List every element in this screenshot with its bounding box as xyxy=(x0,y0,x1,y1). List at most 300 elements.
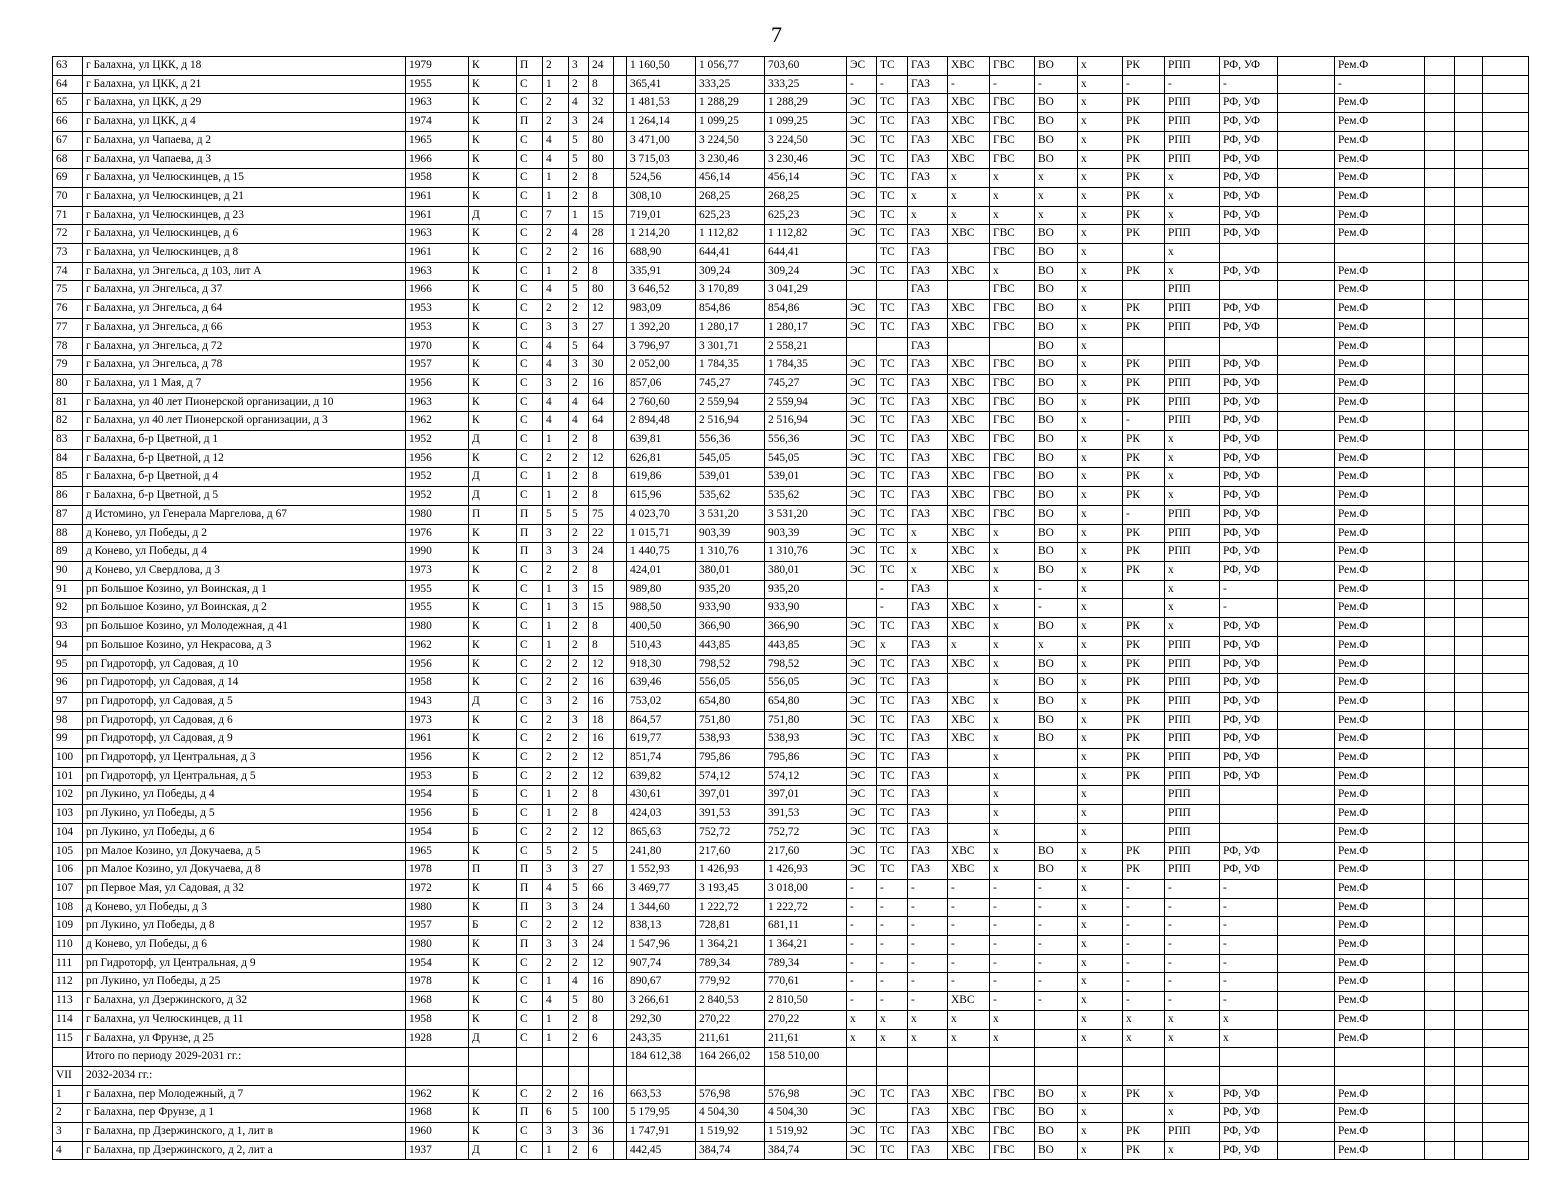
table-cell: х xyxy=(1078,749,1123,768)
table-cell: VII xyxy=(53,1066,83,1085)
table-cell xyxy=(1425,505,1455,524)
table-cell: ГВС xyxy=(990,487,1035,506)
table-cell xyxy=(1035,1048,1078,1067)
table-cell: 556,05 xyxy=(765,674,847,693)
table-cell: х xyxy=(1078,1010,1123,1029)
table-cell: 983,09 xyxy=(627,300,696,319)
table-cell: - xyxy=(948,879,990,898)
table-cell: х xyxy=(908,561,948,580)
table-cell xyxy=(1278,898,1335,917)
table-cell: 74 xyxy=(53,262,83,281)
table-cell: 3 xyxy=(569,356,589,375)
table-cell: 752,72 xyxy=(765,823,847,842)
table-cell: 3 xyxy=(543,318,569,337)
table-cell: х xyxy=(1078,94,1123,113)
table-cell: - xyxy=(1165,898,1220,917)
table-cell: 397,01 xyxy=(765,786,847,805)
table-cell: К xyxy=(469,1123,517,1142)
table-cell xyxy=(614,244,627,263)
table-cell: ВО xyxy=(1035,674,1078,693)
table-cell: г Балахна, ул Фрунзе, д 25 xyxy=(83,1029,406,1048)
table-cell: х xyxy=(1035,636,1078,655)
table-cell: ГАЗ xyxy=(908,861,948,880)
table-cell xyxy=(1220,805,1278,824)
table-cell: 789,34 xyxy=(696,954,765,973)
table-cell: 625,23 xyxy=(696,206,765,225)
table-cell: 2 xyxy=(569,917,589,936)
table-cell: ГАЗ xyxy=(908,449,948,468)
table-cell: ВО xyxy=(1035,711,1078,730)
table-cell: х xyxy=(1078,898,1123,917)
table-cell xyxy=(1278,337,1335,356)
table-cell: Д xyxy=(469,1141,517,1160)
table-cell xyxy=(1455,580,1483,599)
table-cell: РПП xyxy=(1165,393,1220,412)
table-cell: 107 xyxy=(53,879,83,898)
table-cell xyxy=(1278,206,1335,225)
table-cell: 67 xyxy=(53,131,83,150)
table-cell: ГАЗ xyxy=(908,337,948,356)
table-cell: х xyxy=(1078,599,1123,618)
table-cell: х xyxy=(1220,1010,1278,1029)
table-cell xyxy=(1425,1104,1455,1123)
table-cell xyxy=(1425,94,1455,113)
table-cell: - xyxy=(948,898,990,917)
table-cell: х xyxy=(1078,973,1123,992)
table-cell: Рем.Ф xyxy=(1335,374,1425,393)
table-cell: Рем.Ф xyxy=(1335,973,1425,992)
table-cell: П xyxy=(517,861,543,880)
table-row xyxy=(53,580,1529,599)
table-cell: 456,14 xyxy=(765,169,847,188)
table-cell xyxy=(1483,879,1529,898)
table-cell: К xyxy=(469,412,517,431)
table-cell: ХВС xyxy=(948,262,990,281)
table-cell: х xyxy=(990,805,1035,824)
table-cell: рп Лукино, ул Победы, д 8 xyxy=(83,917,406,936)
table-cell: ТС xyxy=(877,356,908,375)
table-cell: ВО xyxy=(1035,57,1078,76)
table-cell: ВО xyxy=(1035,449,1078,468)
table-cell: 3 xyxy=(569,1123,589,1142)
table-cell: ТС xyxy=(877,468,908,487)
table-cell: 2 xyxy=(543,655,569,674)
table-cell: ГВС xyxy=(990,1104,1035,1123)
table-cell: С xyxy=(517,730,543,749)
table-cell xyxy=(1455,936,1483,955)
table-cell: рп Лукино, ул Победы, д 25 xyxy=(83,973,406,992)
table-cell: 864,57 xyxy=(627,711,696,730)
table-cell: 8 xyxy=(589,561,614,580)
table-cell xyxy=(1425,393,1455,412)
table-cell: 424,03 xyxy=(627,805,696,824)
table-cell xyxy=(614,300,627,319)
table-cell xyxy=(948,749,990,768)
table-cell: Рем.Ф xyxy=(1335,318,1425,337)
table-cell: С xyxy=(517,636,543,655)
table-cell: Итого по периоду 2029-2031 гг.: xyxy=(83,1048,406,1067)
table-cell xyxy=(614,318,627,337)
table-cell: ЭС xyxy=(847,1085,877,1104)
table-cell xyxy=(1425,281,1455,300)
table-cell: 3 471,00 xyxy=(627,131,696,150)
table-cell: ТС xyxy=(877,842,908,861)
table-cell xyxy=(1425,655,1455,674)
table-cell xyxy=(1278,244,1335,263)
table-cell xyxy=(847,580,877,599)
table-cell: К xyxy=(469,113,517,132)
table-cell: 8 xyxy=(589,431,614,450)
table-cell xyxy=(877,281,908,300)
table-cell: х xyxy=(1078,1085,1123,1104)
table-cell: С xyxy=(517,244,543,263)
table-cell xyxy=(614,449,627,468)
table-cell xyxy=(1425,75,1455,94)
table-cell: 1 xyxy=(543,468,569,487)
table-cell: х xyxy=(1078,711,1123,730)
table-cell: - xyxy=(1165,917,1220,936)
table-cell: ХВС xyxy=(948,356,990,375)
table-cell xyxy=(1455,786,1483,805)
table-cell: Рем.Ф xyxy=(1335,524,1425,543)
table-row xyxy=(53,468,1529,487)
table-cell: К xyxy=(469,374,517,393)
table-cell: - xyxy=(877,879,908,898)
table-cell: К xyxy=(469,599,517,618)
table-cell xyxy=(1278,1104,1335,1123)
table-cell: РПП xyxy=(1165,57,1220,76)
table-cell: ГВС xyxy=(990,225,1035,244)
table-cell: ТС xyxy=(877,431,908,450)
table-cell xyxy=(614,823,627,842)
table-cell: ТС xyxy=(877,674,908,693)
table-cell xyxy=(614,767,627,786)
table-cell: 1955 xyxy=(406,75,469,94)
table-cell: ТС xyxy=(877,543,908,562)
table-cell xyxy=(1425,1085,1455,1104)
table-cell: рп Большое Козино, ул Некрасова, д 3 xyxy=(83,636,406,655)
table-cell: ЭС xyxy=(847,1104,877,1123)
table-cell: ВО xyxy=(1035,113,1078,132)
table-cell xyxy=(696,1066,765,1085)
table-cell xyxy=(1425,431,1455,450)
table-cell: 3 xyxy=(569,599,589,618)
table-cell: 1 015,71 xyxy=(627,524,696,543)
table-cell xyxy=(1483,187,1529,206)
table-cell: РФ, УФ xyxy=(1220,543,1278,562)
table-cell: ГАЗ xyxy=(908,150,948,169)
table-cell xyxy=(1483,711,1529,730)
table-cell xyxy=(1335,1048,1425,1067)
table-cell: Рем.Ф xyxy=(1335,281,1425,300)
table-cell: П xyxy=(517,879,543,898)
table-cell: 745,27 xyxy=(696,374,765,393)
table-cell: ХВС xyxy=(948,992,990,1011)
table-cell xyxy=(1483,449,1529,468)
table-cell: 654,80 xyxy=(696,692,765,711)
table-cell: х xyxy=(1220,1029,1278,1048)
table-cell: ТС xyxy=(877,786,908,805)
table-cell: 8 xyxy=(589,169,614,188)
table-cell: С xyxy=(517,1010,543,1029)
table-cell xyxy=(614,206,627,225)
table-cell: 1978 xyxy=(406,973,469,992)
table-cell: рп Малое Козино, ул Докучаева, д 8 xyxy=(83,861,406,880)
table-cell: С xyxy=(517,150,543,169)
table-cell: 2 558,21 xyxy=(765,337,847,356)
table-cell: ТС xyxy=(877,113,908,132)
table-cell: - xyxy=(1035,954,1078,973)
table-cell: х xyxy=(1078,412,1123,431)
table-cell: - xyxy=(948,973,990,992)
table-cell: 8 xyxy=(589,636,614,655)
table-cell: 111 xyxy=(53,954,83,973)
table-cell: ХВС xyxy=(948,449,990,468)
table-cell: 988,50 xyxy=(627,599,696,618)
table-cell xyxy=(1425,262,1455,281)
table-cell xyxy=(1278,57,1335,76)
table-cell xyxy=(1278,861,1335,880)
table-cell: 380,01 xyxy=(696,561,765,580)
table-cell xyxy=(614,131,627,150)
table-cell xyxy=(1455,374,1483,393)
table-cell: ХВС xyxy=(948,711,990,730)
table-cell: х xyxy=(1035,206,1078,225)
table-cell: 109 xyxy=(53,917,83,936)
table-cell: 158 510,00 xyxy=(765,1048,847,1067)
table-cell: ГАЗ xyxy=(908,169,948,188)
table-row xyxy=(53,674,1529,693)
table-cell: К xyxy=(469,674,517,693)
table-cell: - xyxy=(1220,599,1278,618)
table-body xyxy=(53,57,1529,1160)
table-cell xyxy=(614,879,627,898)
table-cell: х xyxy=(1035,169,1078,188)
table-cell: х xyxy=(1078,1104,1123,1123)
table-cell: ТС xyxy=(877,823,908,842)
table-cell: 1963 xyxy=(406,393,469,412)
table-cell: ВО xyxy=(1035,1085,1078,1104)
table-cell: г Балахна, б-р Цветной, д 4 xyxy=(83,468,406,487)
table-cell xyxy=(1455,468,1483,487)
table-cell xyxy=(1425,1141,1455,1160)
table-cell: С xyxy=(517,318,543,337)
table-cell: 24 xyxy=(589,113,614,132)
table-cell: - xyxy=(1123,936,1165,955)
table-cell: 2 xyxy=(543,113,569,132)
table-cell xyxy=(1483,150,1529,169)
table-cell: 1972 xyxy=(406,879,469,898)
table-cell: Д xyxy=(469,692,517,711)
table-cell xyxy=(614,113,627,132)
table-cell: РФ, УФ xyxy=(1220,393,1278,412)
table-cell: рп Гидроторф, ул Садовая, д 5 xyxy=(83,692,406,711)
table-cell: С xyxy=(517,1085,543,1104)
table-cell: ХВС xyxy=(948,730,990,749)
table-cell: К xyxy=(469,393,517,412)
table-cell: ХВС xyxy=(948,655,990,674)
table-cell: - xyxy=(908,936,948,955)
table-cell: 69 xyxy=(53,169,83,188)
table-cell: х xyxy=(1078,487,1123,506)
table-cell: Рем.Ф xyxy=(1335,1010,1425,1029)
table-row xyxy=(53,505,1529,524)
table-cell: д Конево, ул Победы, д 4 xyxy=(83,543,406,562)
table-cell: х xyxy=(1078,992,1123,1011)
table-cell: 4 xyxy=(543,131,569,150)
table-cell: х xyxy=(1165,580,1220,599)
table-cell: 16 xyxy=(589,244,614,263)
table-cell: 1 112,82 xyxy=(765,225,847,244)
table-cell: х xyxy=(1078,337,1123,356)
table-row xyxy=(53,1123,1529,1142)
table-cell: - xyxy=(948,917,990,936)
table-cell xyxy=(1455,917,1483,936)
table-cell: 1 310,76 xyxy=(765,543,847,562)
table-cell: ТС xyxy=(877,225,908,244)
table-cell: РК xyxy=(1123,131,1165,150)
table-cell: С xyxy=(517,187,543,206)
table-cell: К xyxy=(469,524,517,543)
table-cell: 80 xyxy=(53,374,83,393)
table-cell: РФ, УФ xyxy=(1220,1123,1278,1142)
table-cell: - xyxy=(847,879,877,898)
table-cell xyxy=(1220,1066,1278,1085)
table-cell: - xyxy=(1035,992,1078,1011)
table-cell: ЭС xyxy=(847,356,877,375)
table-cell: 1 426,93 xyxy=(696,861,765,880)
table-cell xyxy=(1425,767,1455,786)
table-cell: 12 xyxy=(589,449,614,468)
table-cell: ВО xyxy=(1035,1123,1078,1142)
table-cell xyxy=(1425,206,1455,225)
table-cell: ТС xyxy=(877,749,908,768)
table-cell: 1956 xyxy=(406,655,469,674)
table-cell: ГВС xyxy=(990,113,1035,132)
table-cell: 1958 xyxy=(406,169,469,188)
table-cell: 98 xyxy=(53,711,83,730)
table-cell: РК xyxy=(1123,57,1165,76)
table-cell xyxy=(543,1066,569,1085)
table-cell: - xyxy=(948,936,990,955)
table-cell: х xyxy=(1078,524,1123,543)
table-cell xyxy=(1455,206,1483,225)
table-cell: 1 xyxy=(543,786,569,805)
table-cell: РК xyxy=(1123,524,1165,543)
table-cell xyxy=(1425,374,1455,393)
table-cell: 1 099,25 xyxy=(765,113,847,132)
table-cell: ТС xyxy=(877,187,908,206)
table-cell: 2 xyxy=(569,655,589,674)
table-cell: ЭС xyxy=(847,618,877,637)
table-cell: 2 xyxy=(569,618,589,637)
table-cell xyxy=(1278,936,1335,955)
table-cell: х xyxy=(1078,187,1123,206)
table-cell xyxy=(517,1048,543,1067)
table-cell: - xyxy=(877,898,908,917)
table-cell xyxy=(948,823,990,842)
table-cell: 4 xyxy=(543,879,569,898)
table-cell: 1958 xyxy=(406,1010,469,1029)
table-cell xyxy=(1425,57,1455,76)
table-cell: Рем.Ф xyxy=(1335,431,1425,450)
table-cell: 1963 xyxy=(406,225,469,244)
table-cell: 2 xyxy=(543,917,569,936)
table-cell: 24 xyxy=(589,898,614,917)
table-cell: х xyxy=(1165,1104,1220,1123)
table-cell: Рем.Ф xyxy=(1335,936,1425,955)
table-cell: х xyxy=(1078,225,1123,244)
table-cell: Рем.Ф xyxy=(1335,580,1425,599)
table-cell: 5 xyxy=(569,150,589,169)
table-cell: РК xyxy=(1123,561,1165,580)
table-cell: ТС xyxy=(877,487,908,506)
table-cell xyxy=(614,842,627,861)
table-cell: 24 xyxy=(589,543,614,562)
table-cell: ГАЗ xyxy=(908,674,948,693)
table-cell: Д xyxy=(469,1029,517,1048)
table-cell: 1 xyxy=(543,487,569,506)
table-cell: 1980 xyxy=(406,618,469,637)
table-cell: 95 xyxy=(53,655,83,674)
table-cell: 688,90 xyxy=(627,244,696,263)
table-cell xyxy=(1425,599,1455,618)
table-cell: 4 xyxy=(543,281,569,300)
table-cell xyxy=(1278,543,1335,562)
table-cell: 80 xyxy=(589,281,614,300)
table-cell: 3 xyxy=(543,692,569,711)
table-cell xyxy=(1220,281,1278,300)
table-cell: К xyxy=(469,337,517,356)
table-cell: РФ, УФ xyxy=(1220,206,1278,225)
table-row xyxy=(53,94,1529,113)
table-cell: ГАЗ xyxy=(908,57,948,76)
table-cell xyxy=(1425,1010,1455,1029)
table-cell xyxy=(1278,94,1335,113)
table-cell: С xyxy=(517,618,543,637)
table-cell xyxy=(614,57,627,76)
table-cell: х xyxy=(1078,879,1123,898)
table-cell: 85 xyxy=(53,468,83,487)
table-row xyxy=(53,169,1529,188)
table-cell: Рем.Ф xyxy=(1335,150,1425,169)
table-cell xyxy=(1123,786,1165,805)
table-cell: ГАЗ xyxy=(908,618,948,637)
table-cell: рп Гидроторф, ул Садовая, д 14 xyxy=(83,674,406,693)
table-cell: х xyxy=(1165,599,1220,618)
table-cell xyxy=(1425,898,1455,917)
table-cell: С xyxy=(517,823,543,842)
table-cell: 292,30 xyxy=(627,1010,696,1029)
table-cell: 1 784,35 xyxy=(765,356,847,375)
table-cell: РФ, УФ xyxy=(1220,449,1278,468)
table-cell: 79 xyxy=(53,356,83,375)
table-cell: ГАЗ xyxy=(908,393,948,412)
table-cell: П xyxy=(469,861,517,880)
table-cell: РК xyxy=(1123,94,1165,113)
table-cell xyxy=(1278,169,1335,188)
table-cell: 1 xyxy=(543,1010,569,1029)
table-cell xyxy=(1123,1048,1165,1067)
table-cell xyxy=(1483,94,1529,113)
table-cell xyxy=(627,1066,696,1085)
table-cell: ВО xyxy=(1035,505,1078,524)
table-cell: ТС xyxy=(877,1141,908,1160)
table-cell: х xyxy=(1078,262,1123,281)
table-cell: - xyxy=(1165,992,1220,1011)
table-cell: РПП xyxy=(1165,543,1220,562)
table-cell: 535,62 xyxy=(696,487,765,506)
